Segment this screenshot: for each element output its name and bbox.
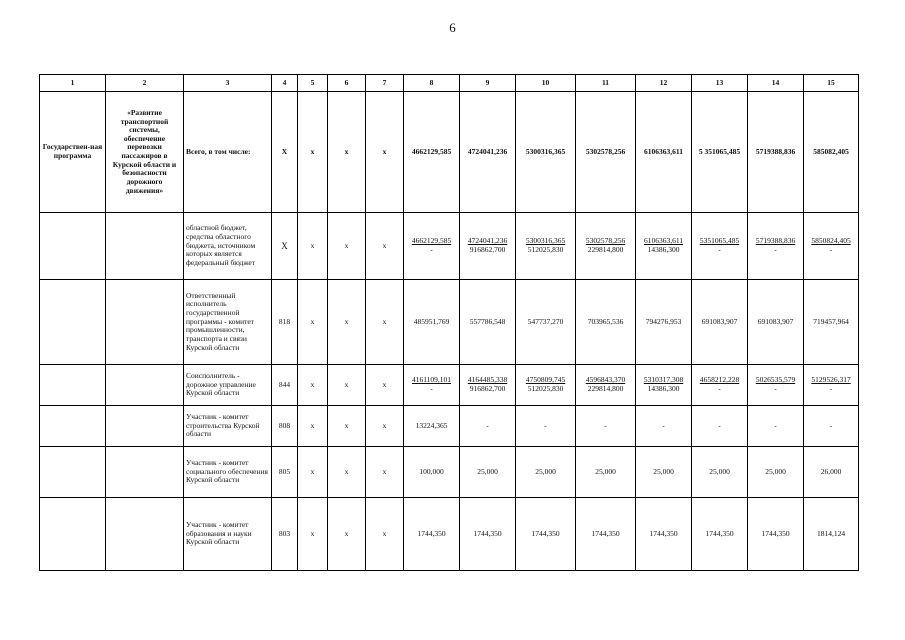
column-header: 11 (576, 75, 636, 92)
table-row-regional-budget (40, 213, 859, 280)
code-cell: 808 (272, 406, 298, 447)
value-cell: - (516, 406, 576, 447)
empty-cell (40, 213, 106, 280)
mark-cell: х (328, 406, 366, 447)
value-cell: 1744,350 (576, 498, 636, 571)
value-cell: 1744,350 (748, 498, 804, 571)
program-funding-table (39, 74, 859, 571)
value-cell: 1814,124 (804, 498, 859, 571)
empty-cell (40, 406, 106, 447)
table-row-participant-construction (40, 406, 859, 447)
value-cell: 4161109,101 - (404, 365, 460, 406)
code-cell: 805 (272, 447, 298, 498)
mark-cell: х (366, 365, 404, 406)
value-cell: - (636, 406, 692, 447)
mark-cell: х (366, 498, 404, 571)
column-header: 1 (40, 75, 106, 92)
value-cell: 5302578,256 229814,800 (576, 213, 636, 280)
value-cell: 485951,769 (404, 280, 460, 365)
code-cell: 818 (272, 280, 298, 365)
value-cell: - (460, 406, 516, 447)
mark-cell: х (328, 280, 366, 365)
program-name-cell: «Развитие транспортной системы, обеспечение перевозки пассажиров в Курской области и безопасности дорожного движения» (106, 92, 184, 213)
column-header: 6 (328, 75, 366, 92)
value-cell: 5850824,405 - (804, 213, 859, 280)
value-cell: 25,000 (748, 447, 804, 498)
page-number: 6 (449, 20, 456, 35)
table-row-responsible-executor (40, 280, 859, 365)
value-cell: 5351065,485 - (692, 213, 748, 280)
value-cell: 1744,350 (692, 498, 748, 571)
value-cell: 547737,270 (516, 280, 576, 365)
value-cell: 4724041,236 (460, 92, 516, 213)
value-cell: 100,000 (404, 447, 460, 498)
value-cell: 5300316,365 512025,830 (516, 213, 576, 280)
mark-cell: х (298, 213, 328, 280)
value-cell: 703965,536 (576, 280, 636, 365)
value-cell: 5 351065,485 (692, 92, 748, 213)
column-header: 14 (748, 75, 804, 92)
column-header: 13 (692, 75, 748, 92)
value-cell: 691083,907 (748, 280, 804, 365)
empty-cell (40, 280, 106, 365)
empty-cell (106, 365, 184, 406)
value-cell: 4750809,745 512025,830 (516, 365, 576, 406)
column-header: 10 (516, 75, 576, 92)
column-header: 2 (106, 75, 184, 92)
program-type-cell: Государствен-ная программа (40, 92, 106, 213)
mark-cell: х (366, 213, 404, 280)
column-header: 9 (460, 75, 516, 92)
mark-cell: х (298, 498, 328, 571)
mark-cell: х (328, 92, 366, 213)
value-cell: 5026535,579 - (748, 365, 804, 406)
value-cell: 1744,350 (404, 498, 460, 571)
value-cell: 26,000 (804, 447, 859, 498)
value-cell: 25,000 (460, 447, 516, 498)
value-cell: 25,000 (516, 447, 576, 498)
mark-cell: х (298, 92, 328, 213)
value-cell: 13224,365 (404, 406, 460, 447)
value-cell: 5300316,365 (516, 92, 576, 213)
code-cell: Х (272, 92, 298, 213)
mark-cell: х (298, 406, 328, 447)
value-cell: 5302578,256 (576, 92, 636, 213)
column-header: 12 (636, 75, 692, 92)
table-row-participant-education (40, 498, 859, 571)
code-cell: Х (272, 213, 298, 280)
column-header: 7 (366, 75, 404, 92)
value-cell: 557786,548 (460, 280, 516, 365)
value-cell: 4662129,585 - (404, 213, 460, 280)
value-cell: 1744,350 (636, 498, 692, 571)
value-cell: 5719388,836 - (748, 213, 804, 280)
value-cell: 1744,350 (460, 498, 516, 571)
mark-cell: х (298, 280, 328, 365)
value-cell: - (804, 406, 859, 447)
value-cell: 25,000 (692, 447, 748, 498)
mark-cell: х (366, 447, 404, 498)
value-cell: 794276,953 (636, 280, 692, 365)
table-row-participant-social (40, 447, 859, 498)
empty-cell (106, 280, 184, 365)
value-cell: 4596843,370 229814,800 (576, 365, 636, 406)
funding-source-cell: Участник - комитет образования и науки Курской области (184, 498, 272, 571)
empty-cell (40, 447, 106, 498)
value-cell: 25,000 (636, 447, 692, 498)
value-cell: 4164485,338 916862,700 (460, 365, 516, 406)
value-cell: 6106363,611 14386,300 (636, 213, 692, 280)
value-cell: 719457,964 (804, 280, 859, 365)
code-cell: 803 (272, 498, 298, 571)
mark-cell: х (298, 365, 328, 406)
column-header: 3 (184, 75, 272, 92)
value-cell: 4658212,228 - (692, 365, 748, 406)
column-number-row (40, 75, 859, 92)
empty-cell (106, 498, 184, 571)
empty-cell (106, 406, 184, 447)
mark-cell: х (366, 280, 404, 365)
mark-cell: х (328, 213, 366, 280)
column-header: 8 (404, 75, 460, 92)
value-cell: 585082,405 (804, 92, 859, 213)
mark-cell: х (366, 92, 404, 213)
value-cell: 25,000 (576, 447, 636, 498)
column-header: 5 (298, 75, 328, 92)
value-cell: 5129526,317 - (804, 365, 859, 406)
empty-cell (40, 365, 106, 406)
funding-source-cell: Ответственный исполнитель государственной программы - комитет промышленности, транспорта и связи Курской области (184, 280, 272, 365)
mark-cell: х (298, 447, 328, 498)
table-row-co-executor (40, 365, 859, 406)
value-cell: 1744,350 (516, 498, 576, 571)
value-cell: - (748, 406, 804, 447)
column-header: 15 (804, 75, 859, 92)
funding-source-cell: Участник - комитет строительства Курской области (184, 406, 272, 447)
value-cell: 4662129,585 (404, 92, 460, 213)
empty-cell (106, 447, 184, 498)
funding-source-cell: Участник - комитет социального обеспечения Курской области (184, 447, 272, 498)
mark-cell: х (328, 498, 366, 571)
column-header: 4 (272, 75, 298, 92)
value-cell: - (692, 406, 748, 447)
mark-cell: х (366, 406, 404, 447)
value-cell: - (576, 406, 636, 447)
value-cell: 5719388,836 (748, 92, 804, 213)
funding-source-cell: областной бюджет, средства областного бюджета, источником которых является федеральный бюджет (184, 213, 272, 280)
value-cell: 4724041,236 916862,700 (460, 213, 516, 280)
mark-cell: х (328, 447, 366, 498)
funding-source-cell: Соисполнитель - дорожное управление Курской области (184, 365, 272, 406)
value-cell: 691083,907 (692, 280, 748, 365)
value-cell: 5310317,308 14386,300 (636, 365, 692, 406)
value-cell: 6106363,611 (636, 92, 692, 213)
table-row-total (40, 92, 859, 213)
funding-source-cell: Всего, в том числе: (184, 92, 272, 213)
empty-cell (40, 498, 106, 571)
empty-cell (106, 213, 184, 280)
mark-cell: х (328, 365, 366, 406)
code-cell: 844 (272, 365, 298, 406)
